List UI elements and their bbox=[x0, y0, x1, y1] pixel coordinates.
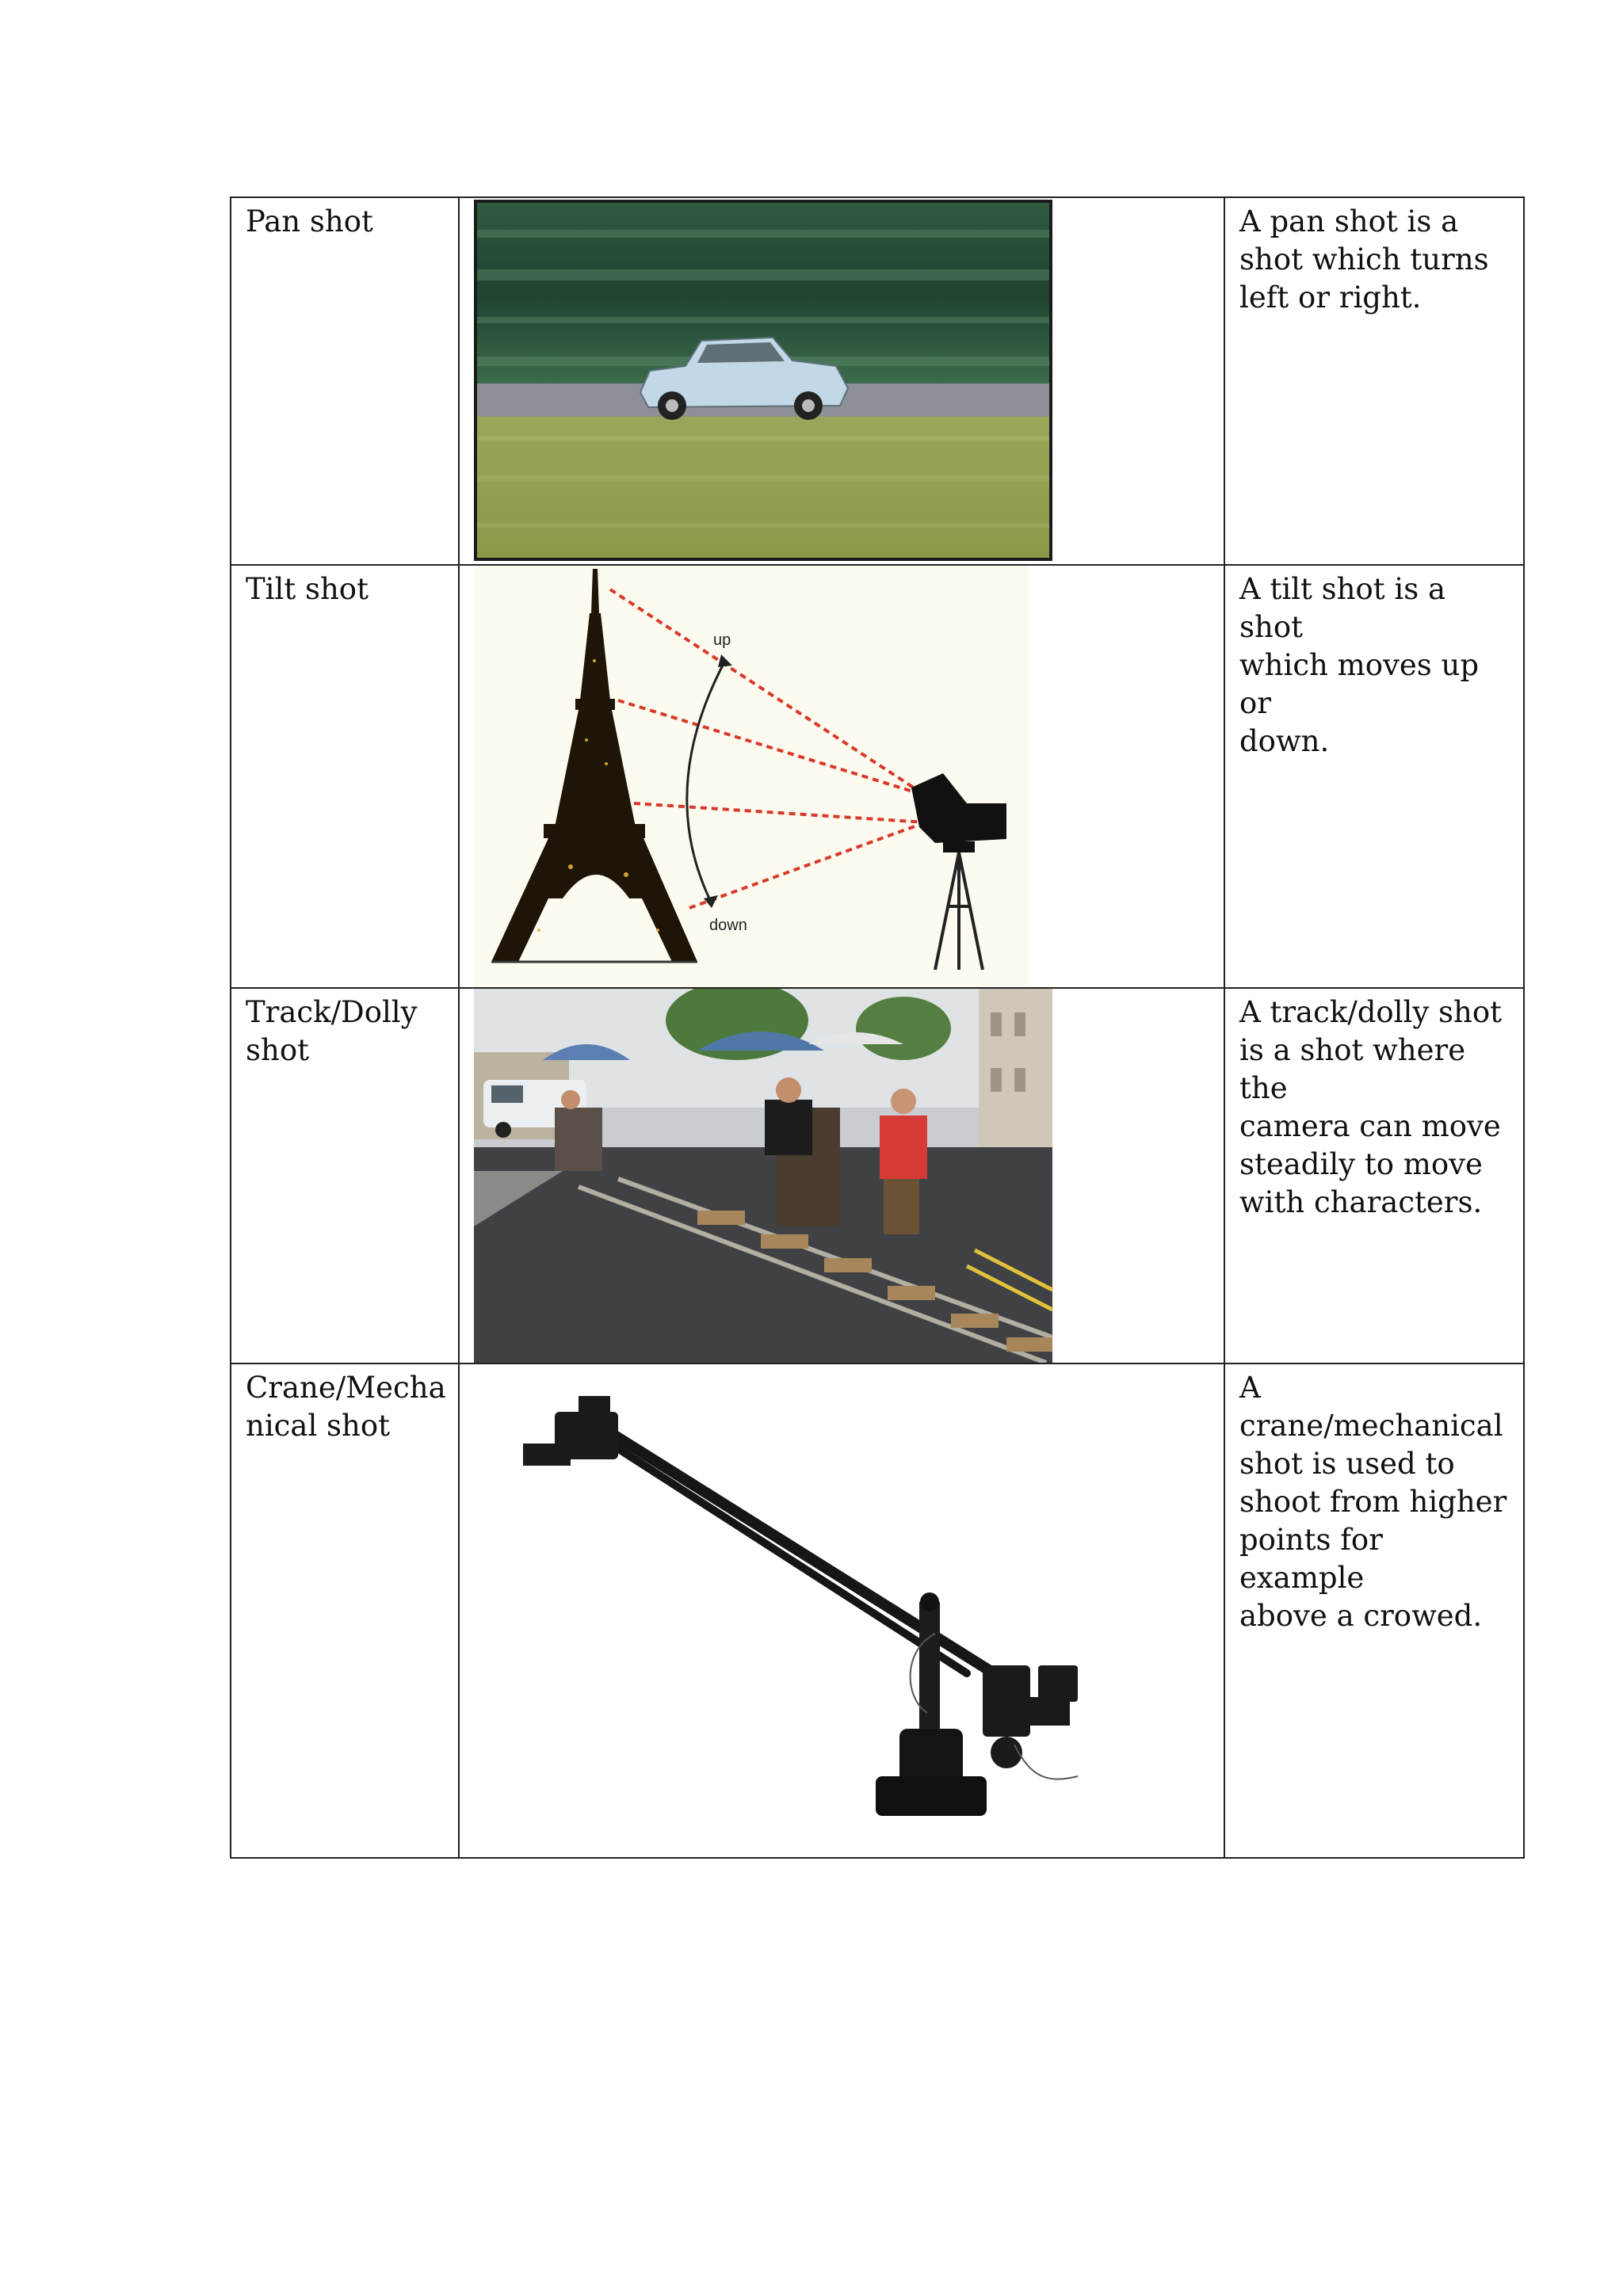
shot-name-cell bbox=[231, 1363, 459, 1858]
shot-image-cell bbox=[459, 1363, 1224, 1858]
shot-description: A pan shot is a shot which turns left or right. bbox=[1239, 204, 1489, 315]
shot-description-cell bbox=[1224, 197, 1524, 565]
shot-description: A track/dolly shot is a shot where the camera can move steadily to move with characters. bbox=[1239, 995, 1502, 1219]
table-row bbox=[231, 988, 1524, 1363]
shot-description-cell bbox=[1224, 1363, 1524, 1858]
shot-description-cell bbox=[1224, 988, 1524, 1363]
table-row bbox=[231, 565, 1524, 988]
up-annotation: up bbox=[713, 631, 731, 649]
tilt-shot-diagram bbox=[460, 566, 1224, 987]
shot-name: Track/Dolly shot bbox=[246, 995, 418, 1067]
shot-name: Pan shot bbox=[246, 204, 373, 238]
shot-description: A crane/mechanical shot is used to shoot from higher points for example above a crowed. bbox=[1239, 1371, 1507, 1633]
pan-shot-photo bbox=[460, 198, 1224, 564]
shot-description-cell bbox=[1224, 565, 1524, 988]
shot-name: Tilt shot bbox=[246, 572, 369, 606]
down-annotation: down bbox=[709, 917, 747, 934]
shot-description: A tilt shot is a shot which moves up or down. bbox=[1239, 572, 1480, 758]
shot-image-cell bbox=[459, 197, 1224, 565]
shot-image-cell bbox=[459, 988, 1224, 1363]
shot-name-cell bbox=[231, 197, 459, 565]
table-row bbox=[231, 1363, 1524, 1858]
camera-shots-table bbox=[230, 196, 1525, 1859]
shot-name: Crane/Mecha nical shot bbox=[246, 1371, 446, 1443]
shot-name-cell bbox=[231, 988, 459, 1363]
table-row bbox=[231, 197, 1524, 565]
shot-name-cell bbox=[231, 565, 459, 988]
dolly-shot-photo bbox=[460, 989, 1224, 1363]
shot-image-cell bbox=[459, 565, 1224, 988]
crane-shot-photo bbox=[460, 1364, 1224, 1857]
